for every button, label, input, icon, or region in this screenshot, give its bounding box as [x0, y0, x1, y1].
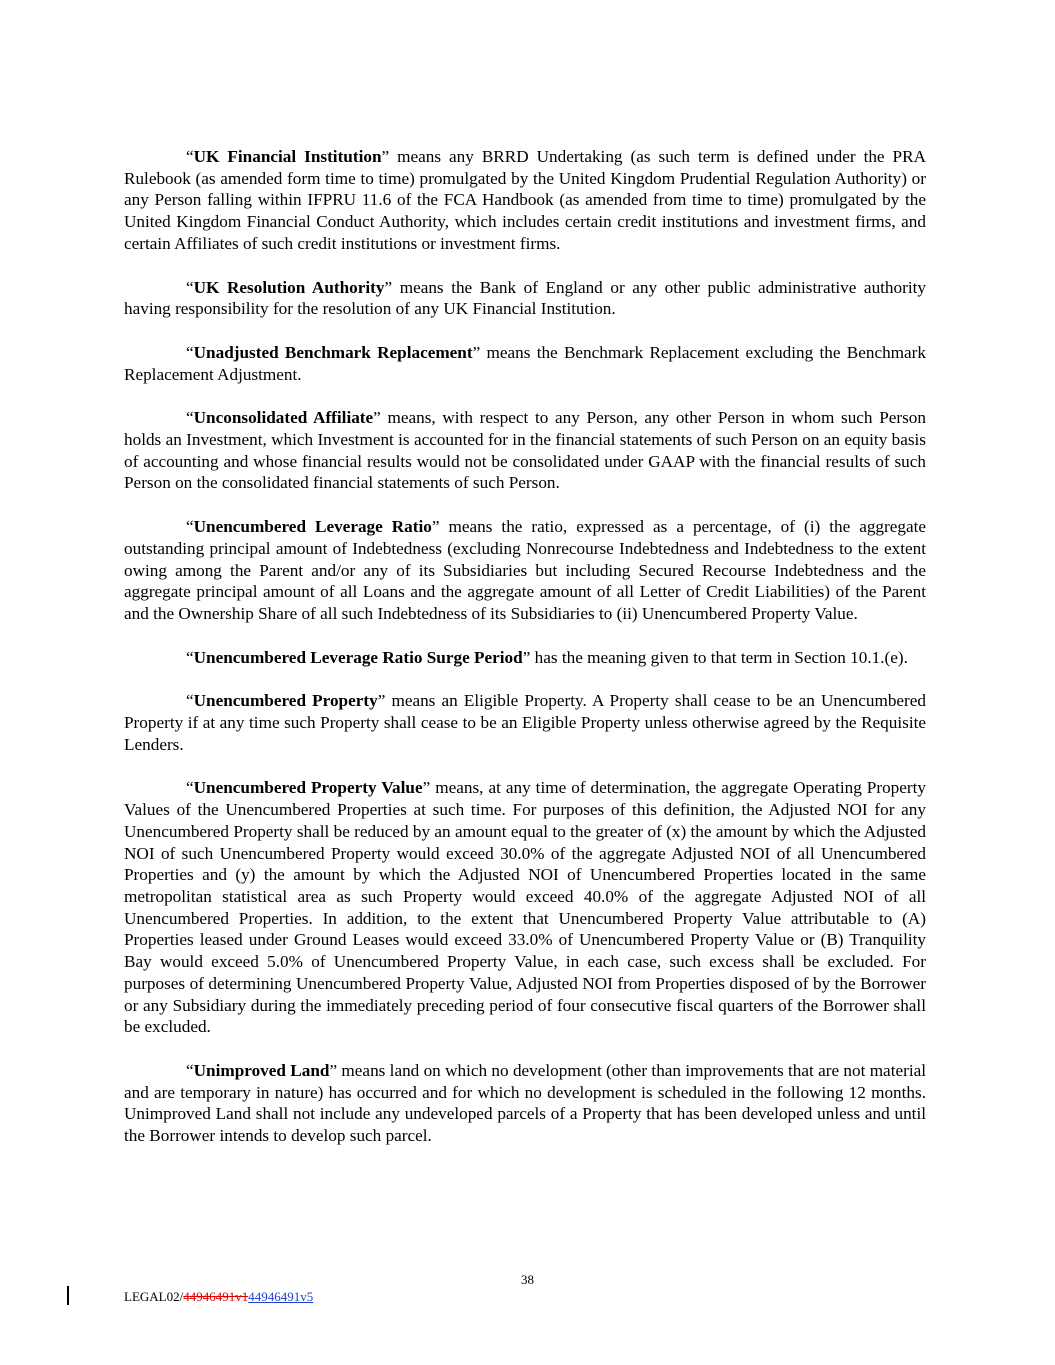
definition-text: means the ratio, expressed as a percentage, of (i) the aggregate outstanding principal amount of Indebtedness (excluding Nonrecourse Indebtedness and Indebtedness to the extent owing among the Parent and/or any of its Subsidiaries but including Secured Recourse Indebtedness and the aggregate principal amount of all Loans and the aggregate amount of all Letter of Credit Liabilities) of the Parent and the Ownership Share of all such Indebtedness of its Subsidiaries to (ii) Unencumbered Property Value. — [124, 517, 927, 623]
definition-paragraph — [124, 277, 926, 320]
quote-open: “ — [186, 647, 194, 667]
quote-close: ” — [377, 691, 386, 711]
quote-close: ” — [522, 647, 531, 667]
defined-term: Unencumbered Leverage Ratio Surge Period — [193, 647, 523, 667]
quote-close: ” — [422, 778, 431, 798]
quote-close: ” — [472, 342, 481, 362]
quote-open: “ — [186, 147, 194, 166]
definition-paragraph — [124, 516, 926, 625]
definition-text: has the meaning given to that term in Section 10.1.(e). — [530, 647, 908, 667]
defined-term: Unadjusted Benchmark Replacement — [193, 342, 473, 362]
quote-close: ” — [384, 277, 393, 297]
footer-prefix: LEGAL02/ — [124, 1289, 184, 1304]
quote-open: “ — [186, 778, 194, 798]
definition-text: means, with respect to any Person, any other Person in whom such Person holds an Investment, which Investment is accounted for in the financial statements of such Person on an equity basis of accounting and whose financial results would not be consolidated under GAAP with the financial results of such Person on the consolidated financial statements of such Person. — [124, 408, 926, 493]
footer-inserted-version: 44946491v5 — [248, 1289, 314, 1304]
definition-text: means land on which no development (other than improvements that are not material and are temporary in nature) has occurred and for which no development is scheduled in the following 12 months. Unimproved Land shall not include any undeveloped parcels of a Property that has been developed unless and until the Borrower intends to develop such parcel. — [124, 1060, 926, 1146]
quote-open: “ — [186, 277, 194, 297]
quote-open: “ — [186, 342, 194, 362]
defined-term: Unencumbered Property — [193, 691, 378, 711]
defined-term: Unencumbered Leverage Ratio — [193, 517, 432, 537]
defined-term: UK Financial Institution — [193, 147, 382, 166]
definition-text: means any BRRD Undertaking (as such term is defined under the PRA Rulebook (as amended form time to time) promulgated by the United Kingdom Prudential Regulation Authority) or any Person falling within IFPRU 11.6 of the FCA Handbook (as amended from time to time) promulgated by the United Kingdom Financial Conduct Authority, which includes certain credit institutions and investment firms, and certain Affiliates of such credit institutions or investment firms. — [124, 147, 926, 253]
quote-close: ” — [329, 1060, 338, 1080]
definition-paragraph — [124, 407, 926, 494]
document-id-footer — [124, 1289, 313, 1305]
quote-close: ” — [431, 517, 440, 537]
defined-term: UK Resolution Authority — [193, 277, 385, 297]
quote-open: “ — [186, 517, 194, 537]
defined-term: Unconsolidated Affiliate — [193, 408, 374, 428]
definition-paragraph — [124, 777, 926, 1037]
defined-term: Unimproved Land — [193, 1060, 330, 1080]
definition-paragraph — [124, 647, 926, 669]
quote-close: ” — [381, 147, 390, 166]
document-body — [124, 146, 926, 1169]
quote-open: “ — [186, 691, 194, 711]
definition-text: means, at any time of determination, the aggregate Operating Property Values of the Unencumbered Properties at such time. For purposes of this definition, the Adjusted NOI for any Unencumbered Property shall be reduced by an amount equal to the greater of (x) the amount by which the Adjusted NOI of such Unencumbered Property would exceed 30.0% of the aggregate Adjusted NOI of all Unencumbered Properties and (y) the amount by which the Adjusted NOI of Unencumbered Properties located in the same metropolitan statistical area as such Property would exceed 40.0% of the aggregate Adjusted NOI of all Unencumbered Properties. In addition, to the extent that Unencumbered Property Value attributable to (A) Properties leased under Ground Leases would exceed 33.0% of Unencumbered Property Value or (B) Tranquility Bay would exceed 5.0% of Unencumbered Property Value, in each case, such excess shall be excluded. For purposes of determining Unencumbered Property Value, Adjusted NOI from Properties disposed of by the Borrower or any Subsidiary during the immediately preceding period of four consecutive fiscal quarters of the Borrower shall be excluded. — [124, 778, 926, 1037]
defined-term: Unencumbered Property Value — [193, 778, 423, 798]
definition-paragraph — [124, 342, 926, 385]
quote-open: “ — [186, 1060, 194, 1080]
definition-text: means the Bank of England or any other public administrative authority having responsibility for the resolution of any UK Financial Institution. — [124, 277, 926, 319]
change-bar — [67, 1286, 69, 1305]
page-number: 38 — [521, 1272, 534, 1287]
quote-open: “ — [186, 408, 194, 428]
footer-deleted-version: 44946491v1 — [183, 1289, 249, 1304]
quote-close: ” — [373, 408, 381, 428]
definition-text: means the Benchmark Replacement excluding the Benchmark Replacement Adjustment. — [124, 342, 926, 384]
definition-paragraph — [124, 1060, 926, 1147]
definition-text: means an Eligible Property. A Property shall cease to be an Unencumbered Property if at any time such Property shall cease to be an Eligible Property unless otherwise agreed by the Requisite Lenders. — [124, 691, 927, 754]
definition-paragraph — [124, 146, 926, 255]
definition-paragraph — [124, 690, 926, 755]
